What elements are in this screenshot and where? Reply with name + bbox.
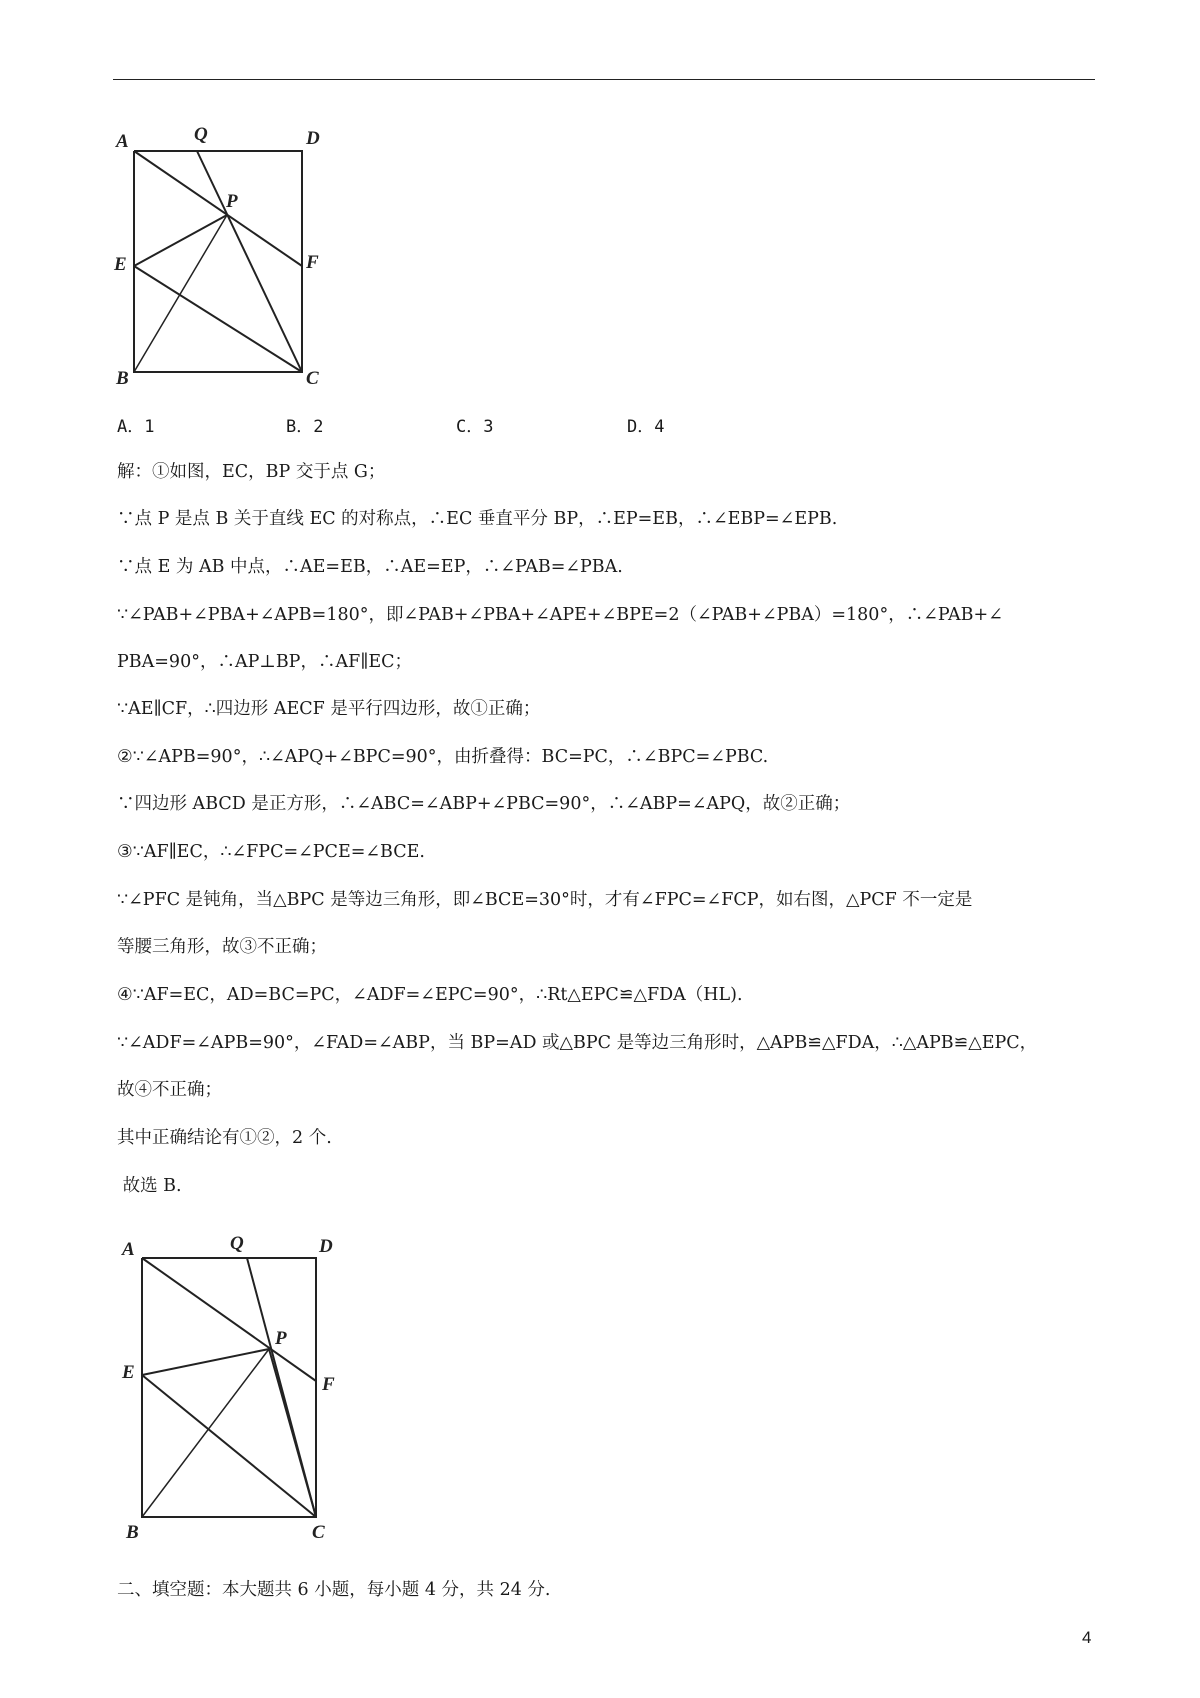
solution-line: ∵四边形 ABCD 是正方形，∴∠ABC=∠ABP+∠PBC=90°，∴∠ABP=∠APQ，故②正确； [117, 794, 851, 814]
solution-line: 其中正确结论有①②，2 个. [117, 1128, 332, 1148]
segment-ep [142, 1349, 269, 1375]
label-a: A [122, 1239, 135, 1260]
solution-line: ∵AE∥CF，∴四边形 AECF 是平行四边形，故①正确； [117, 699, 541, 719]
segment-bp [142, 1349, 269, 1517]
geometry-figure-1 [108, 118, 328, 398]
segment-bp [134, 215, 227, 372]
solution-line: PBA=90°，∴AP⊥BP，∴AF∥EC； [117, 652, 412, 672]
section-heading: 二、填空题：本大题共 6 小题，每小题 4 分，共 24 分. [117, 1580, 551, 1600]
label-p: P [226, 191, 238, 212]
segment-af [134, 151, 302, 266]
solution-line: ∵∠ADF=∠APB=90°，∠FAD=∠ABP，当 BP=AD 或△BPC 是等边三角形时，△APB≌△FDA，∴△APB≌△EPC， [117, 1033, 1038, 1053]
solution-line: 解：①如图，EC，BP 交于点 G； [117, 462, 386, 482]
label-a: A [116, 131, 129, 152]
solution-line: ②∵∠APB=90°，∴∠APQ+∠BPC=90°，由折叠得：BC=PC，∴∠BPC=∠PBC. [117, 747, 769, 767]
solution-line: 等腰三角形，故③不正确； [117, 937, 327, 957]
choice-c: C．3 [456, 417, 494, 437]
label-c: C [312, 1522, 325, 1540]
segment-af [142, 1258, 316, 1381]
header-rule [113, 79, 1095, 80]
label-e: E [114, 254, 127, 275]
solution-line: ∵∠PAB+∠PBA+∠APB=180°，即∠PAB+∠PBA+∠APE+∠BPE=2（∠PAB+∠PBA）=180°，∴∠PAB+∠ [117, 605, 1003, 625]
geometry-figure-2 [112, 1230, 352, 1540]
segment-ec [142, 1375, 316, 1517]
page-number: 4 [1082, 1628, 1092, 1647]
solution-line: ④∵AF=EC，AD=BC=PC，∠ADF=∠EPC=90°，∴Rt△EPC≌△FDA（HL). [117, 985, 743, 1005]
label-c: C [306, 368, 319, 389]
segment-ep [134, 215, 227, 266]
label-d: D [319, 1236, 333, 1257]
solution-line: ∵点 P 是点 B 关于直线 EC 的对称点，∴EC 垂直平分 BP，∴EP=EB，∴∠EBP=∠EPB. [117, 509, 838, 529]
segment-pc [269, 1349, 316, 1517]
label-q: Q [230, 1233, 244, 1254]
solution-line: ③∵AF∥EC，∴∠FPC=∠PCE=∠BCE. [117, 842, 425, 862]
label-q: Q [194, 124, 208, 145]
label-b: B [126, 1522, 139, 1540]
choice-d: D．4 [627, 417, 665, 437]
solution-conclusion: 故选 B. [117, 1176, 182, 1196]
rectangle-abcd [134, 151, 302, 372]
label-p: P [275, 1328, 287, 1349]
choice-a: A．1 [117, 417, 155, 437]
choice-b: B．2 [286, 417, 324, 437]
label-e: E [122, 1362, 135, 1383]
rectangle-abcd [142, 1258, 316, 1517]
solution-line: ∵∠PFC 是钝角，当△BPC 是等边三角形，即∠BCE=30°时，才有∠FPC=∠FCP，如右图，△PCF 不一定是 [117, 890, 973, 910]
solution-line: ∵点 E 为 AB 中点，∴AE=EB，∴AE=EP，∴∠PAB=∠PBA. [117, 557, 623, 577]
solution-line: 故④不正确； [117, 1080, 222, 1100]
answer-choices [0, 412, 1200, 436]
label-d: D [306, 128, 320, 149]
label-b: B [116, 368, 129, 389]
label-f: F [306, 252, 319, 273]
label-f: F [322, 1374, 335, 1395]
